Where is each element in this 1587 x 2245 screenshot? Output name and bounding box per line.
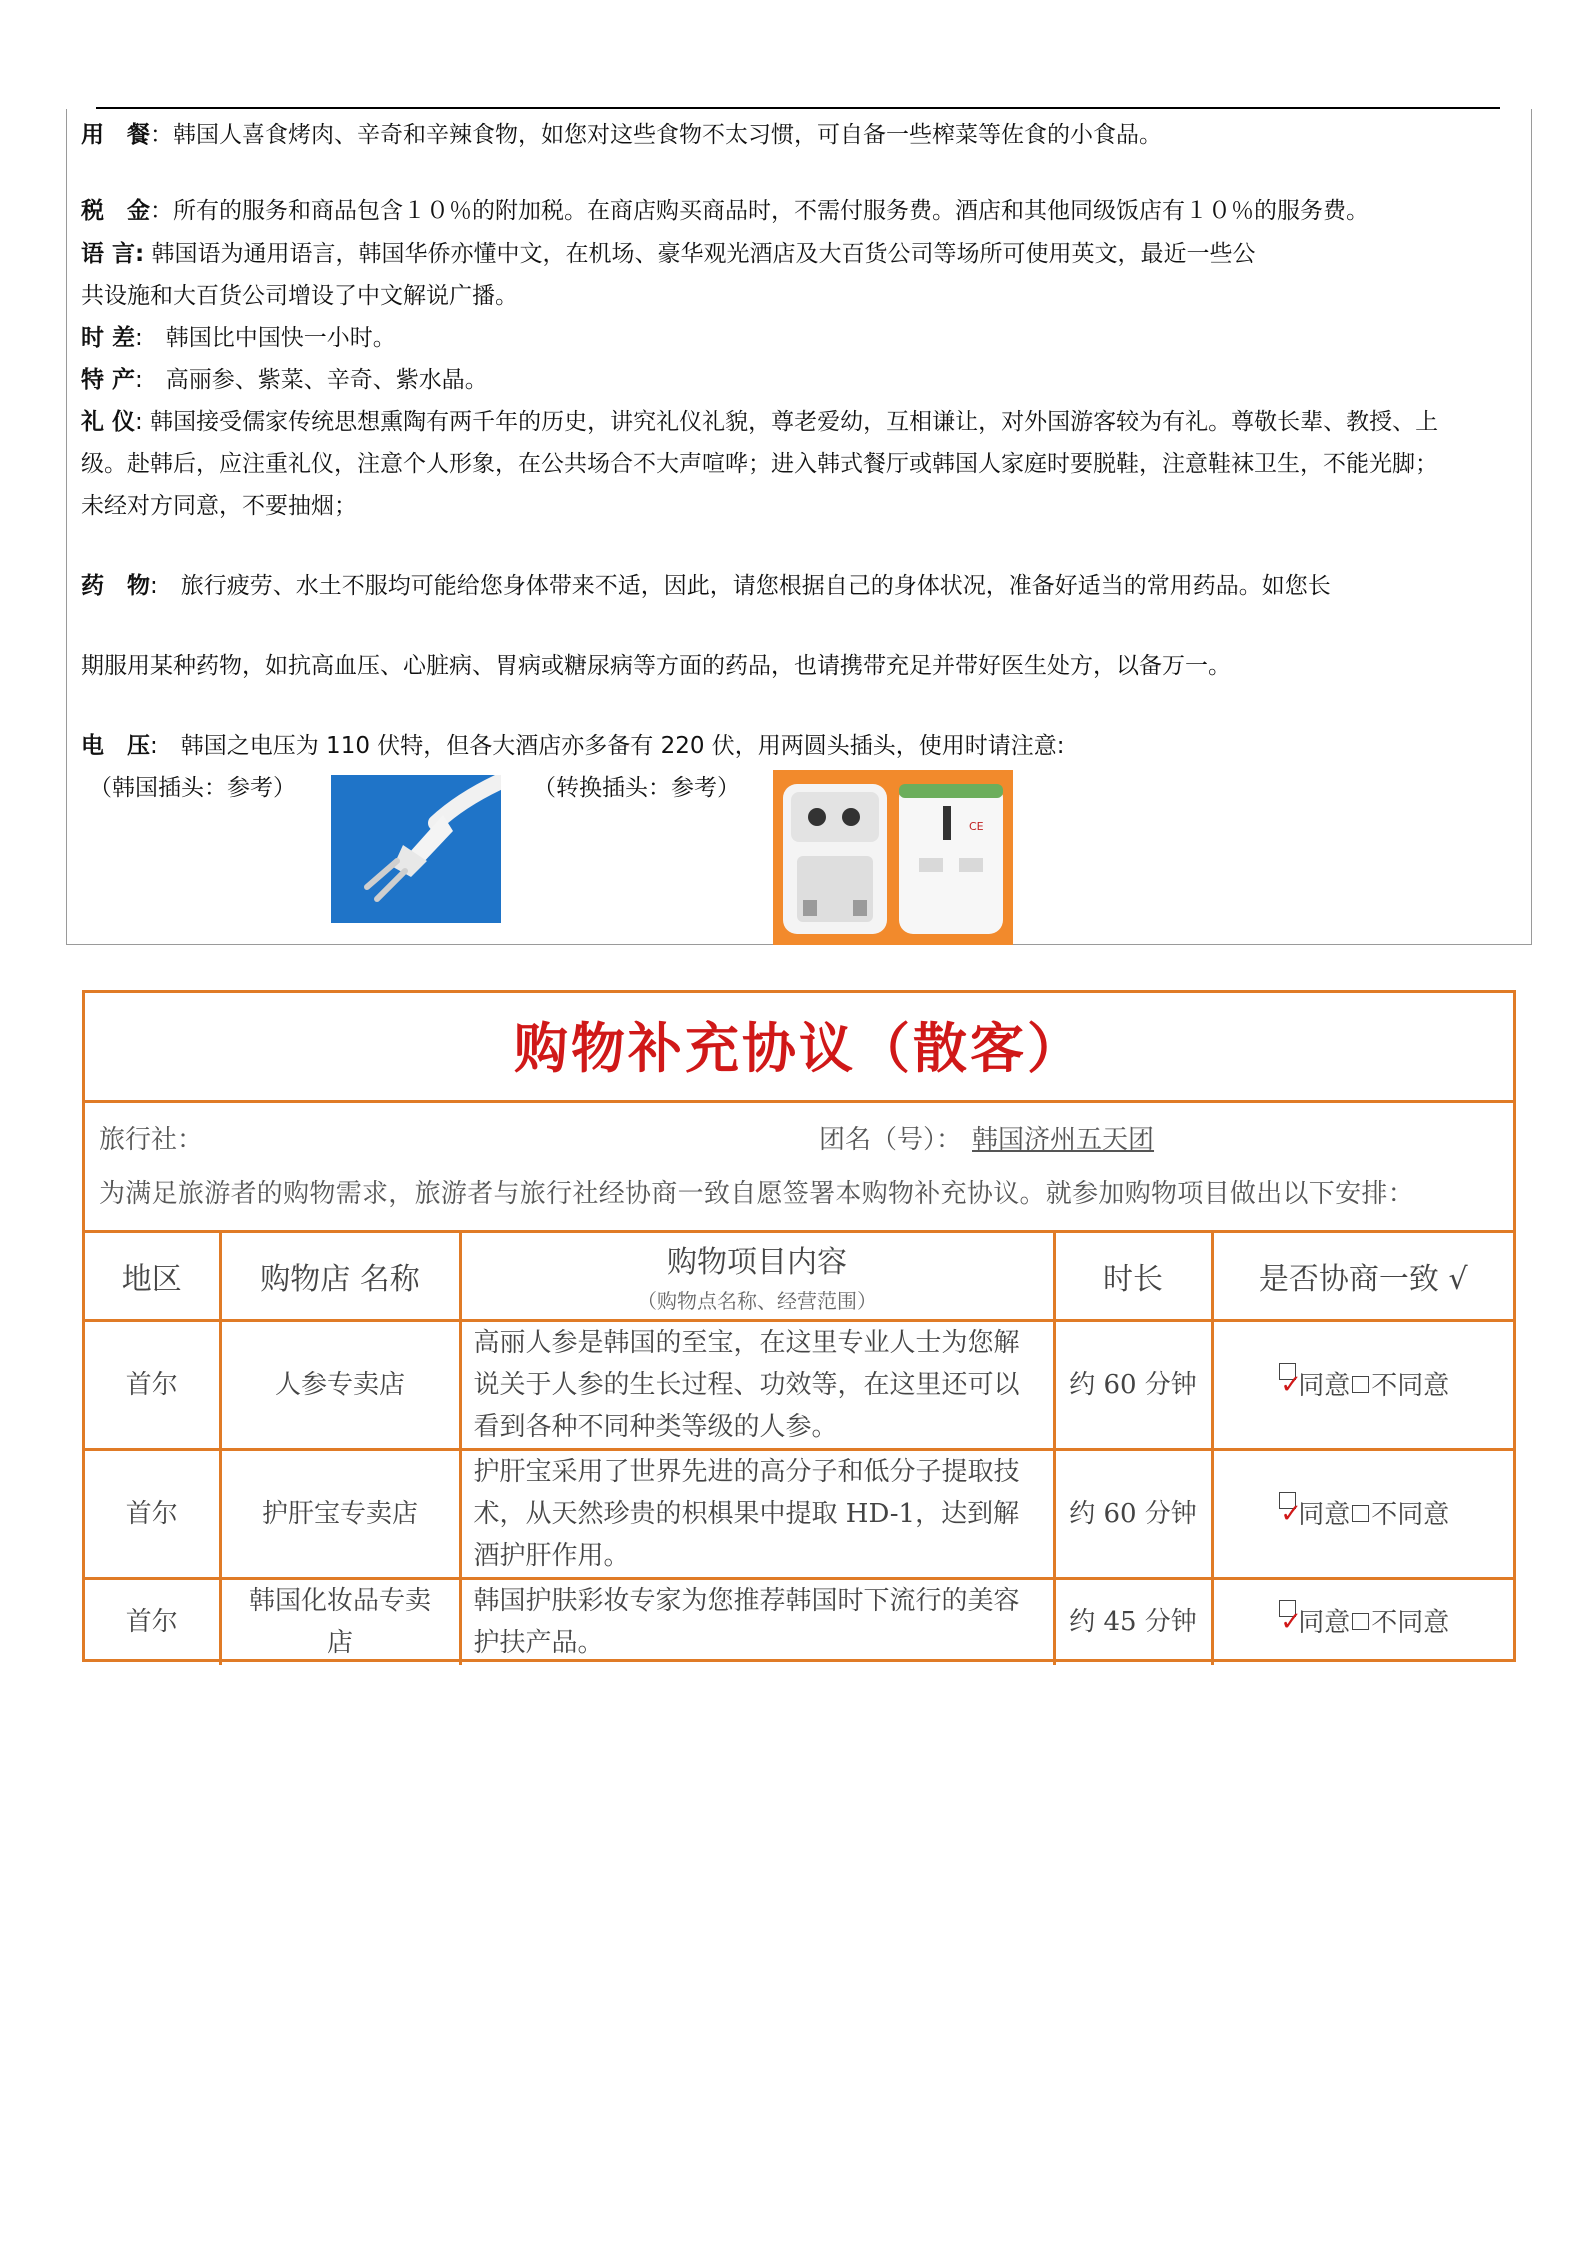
row-duration: 约 60 分钟 (1054, 1320, 1212, 1449)
shopping-agreement (82, 990, 1516, 1662)
voltage-note: 电 压: 韩国之电压为 110 伏特，但各大酒店亦多备有 220 伏，用两圆头插头，使用时请注意: (81, 733, 1065, 759)
row-duration: 约 45 分钟 (1054, 1578, 1212, 1665)
row-shop: 护肝宝专卖店 (220, 1449, 460, 1578)
row-region: 首尔 (85, 1578, 220, 1665)
row-desc: 护肝宝采用了世界先进的高分子和低分子提取技术，从天然珍贵的枳椇果中提取 HD-1，达到解酒护肝作用。 (460, 1449, 1054, 1578)
travel-notice-section (66, 109, 1532, 945)
agency-label: 旅行社： (99, 1125, 204, 1155)
group-label: 团名（号）： (819, 1125, 963, 1155)
korean-plug-image (331, 775, 501, 923)
row-agree-choice[interactable]: ✓同意 不同意 (1212, 1320, 1513, 1449)
etiquette-note-cont2: 未经对方同意，不要抽烟； (81, 493, 357, 519)
adapter-label: （转换插头：参考） (533, 775, 740, 801)
specialty-note: 特 产: 高丽参、紫菜、辛奇、紫水晶。 (81, 367, 488, 393)
header-duration: 时长 (1054, 1233, 1212, 1320)
row-agree-choice[interactable]: ✓同意 不同意 (1212, 1578, 1513, 1665)
group-value: 韩国济州五天团 (972, 1125, 1155, 1155)
shopping-table (85, 1233, 1513, 1665)
tax-note: 税 金：所有的服务和商品包含１０％的附加税。在商店购买商品时，不需付服务费。酒店和其他同级饭店有１０％的服务费。 (81, 198, 1369, 224)
agreement-title: 购物补充协议（散客） (85, 993, 1513, 1103)
empty-box-icon[interactable] (1352, 1505, 1369, 1522)
row-agree-choice[interactable]: ✓同意 不同意 (1212, 1449, 1513, 1578)
agreement-intro: 为满足旅游者的购物需求，旅游者与旅行社经协商一致自愿签署本购物补充协议。就参加购物项目做出以下安排： (99, 1179, 1415, 1209)
row-shop: 韩国化妆品专卖店 (220, 1578, 460, 1665)
header-content: 购物项目内容 （购物点名称、经营范围） (460, 1233, 1054, 1320)
checked-box-icon[interactable]: ✓ (1279, 1600, 1296, 1617)
dining-note: 用 餐：韩国人喜食烤肉、辛奇和辛辣食物，如您对这些食物不太习惯，可自备一些榨菜等佐食的小食品。 (81, 122, 1162, 148)
header-region: 地区 (85, 1233, 220, 1320)
row-duration: 约 60 分钟 (1054, 1449, 1212, 1578)
group-field (819, 1119, 1164, 1156)
table-row (85, 1320, 1513, 1449)
etiquette-note-cont: 级。赴韩后，应注重礼仪，注意个人形象，在公共场合不大声喧哗；进入韩式餐厅或韩国人家庭时要脱鞋，注意鞋袜卫生，不能光脚； (81, 451, 1438, 477)
table-header-row (85, 1233, 1513, 1320)
ce-mark: CE (969, 820, 984, 833)
row-region: 首尔 (85, 1320, 220, 1449)
korean-plug-label: （韩国插头：参考） (89, 775, 296, 801)
row-shop: 人参专卖店 (220, 1320, 460, 1449)
etiquette-note: 礼 仪: 韩国接受儒家传统思想熏陶有两千年的历史，讲究礼仪礼貌，尊老爱幼，互相谦让，对外国游客较为有礼。尊敬长辈、教授、上 (81, 409, 1439, 435)
empty-box-icon[interactable] (1352, 1613, 1369, 1630)
medicine-note-cont: 期服用某种药物，如抗高血压、心脏病、胃病或糖尿病等方面的药品，也请携带充足并带好医生处方，以备万一。 (81, 653, 1231, 679)
row-region: 首尔 (85, 1449, 220, 1578)
language-note: 语 言: 韩国语为通用语言，韩国华侨亦懂中文，在机场、豪华观光酒店及大百货公司等场所可使用英文，最近一些公 (81, 241, 1256, 267)
adapter-icon (773, 770, 1013, 945)
row-desc: 韩国护肤彩妆专家为您推荐韩国时下流行的美容护扶产品。 (460, 1578, 1054, 1665)
row-desc: 高丽人参是韩国的至宝，在这里专业人士为您解说关于人参的生长过程、功效等，在这里还可以看到各种不同种类等级的人参。 (460, 1320, 1054, 1449)
agreement-info (85, 1103, 1513, 1233)
checked-box-icon[interactable]: ✓ (1279, 1492, 1296, 1509)
adapter-image (773, 770, 1013, 945)
table-row (85, 1449, 1513, 1578)
plug-icon (331, 775, 501, 923)
medicine-note: 药 物: 旅行疲劳、水土不服均可能给您身体带来不适，因此，请您根据自己的身体状况，准备好适当的常用药品。如您长 (81, 573, 1331, 599)
language-note-cont: 共设施和大百货公司增设了中文解说广播。 (81, 283, 518, 309)
table-row (85, 1578, 1513, 1665)
timediff-note: 时 差: 韩国比中国快一小时。 (81, 325, 396, 351)
header-agree: 是否协商一致 √ (1212, 1233, 1513, 1320)
header-shop: 购物店 名称 (220, 1233, 460, 1320)
empty-box-icon[interactable] (1352, 1376, 1369, 1393)
checked-box-icon[interactable]: ✓ (1279, 1363, 1296, 1380)
